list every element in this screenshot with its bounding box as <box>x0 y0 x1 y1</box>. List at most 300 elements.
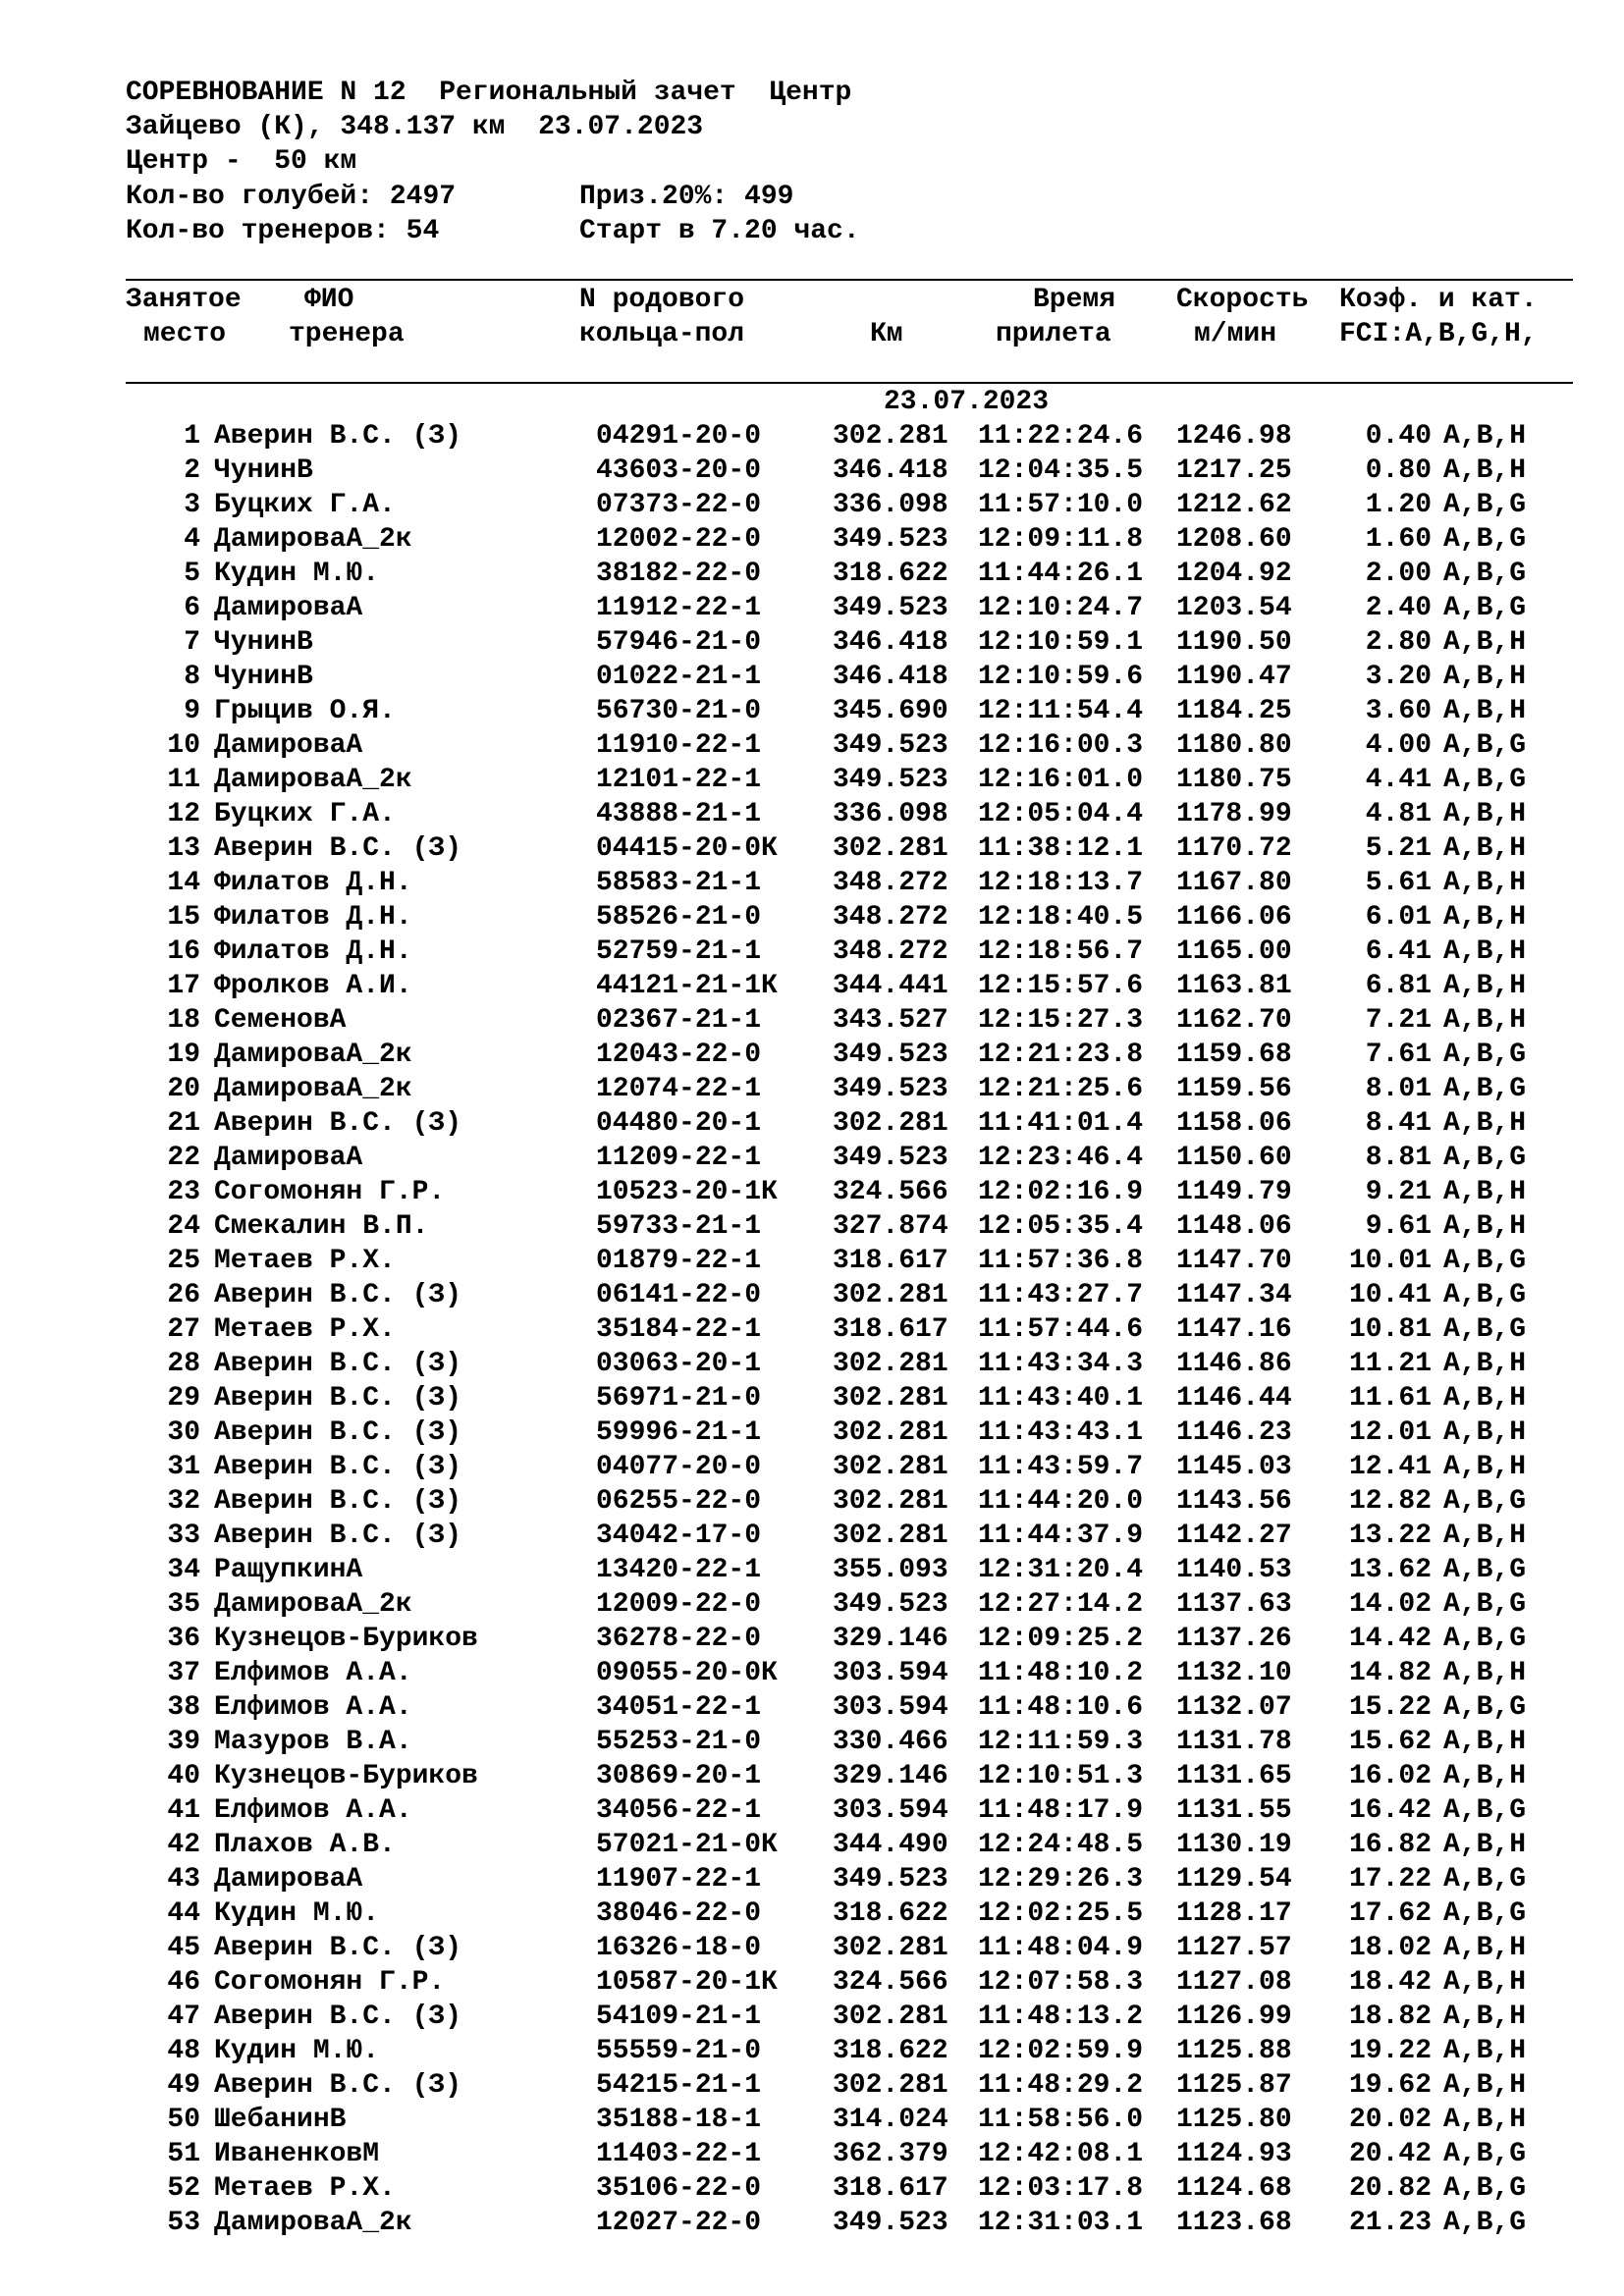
row-speed: 1127.08 <box>1176 1967 1292 1998</box>
row-category: A,B,H <box>1443 936 1527 967</box>
row-trainer-name: ДамироваА <box>214 730 363 761</box>
row-category: A,B,G <box>1443 1864 1527 1895</box>
row-ring-number: 35184-22-1 <box>596 1314 762 1345</box>
trainer-count: Кол-во тренеров: 54 <box>126 216 440 246</box>
table-row <box>0 591 1624 625</box>
row-distance: 318.617 <box>833 1246 948 1276</box>
table-row <box>0 1793 1624 1828</box>
row-distance: 336.098 <box>833 799 948 829</box>
row-arrival-time: 12:16:01.0 <box>978 765 1144 795</box>
row-arrival-time: 12:15:57.6 <box>978 971 1144 1001</box>
col-coef-header: Коэф. и кат. <box>1339 285 1538 315</box>
row-coefficient: 8.41 <box>1365 1108 1432 1139</box>
row-trainer-name: Аверин В.С. (З) <box>214 1933 462 1963</box>
row-coefficient: 3.60 <box>1365 696 1432 726</box>
row-distance: 349.523 <box>833 524 948 555</box>
row-trainer-name: Аверин В.С. (З) <box>214 833 462 864</box>
row-arrival-time: 11:43:27.7 <box>978 1280 1144 1310</box>
row-coefficient: 20.42 <box>1348 2139 1432 2169</box>
row-category: A,B,G <box>1443 1624 1527 1654</box>
row-coefficient: 1.20 <box>1365 490 1432 520</box>
row-distance: 303.594 <box>833 1658 948 1688</box>
row-ring-number: 11403-22-1 <box>596 2139 762 2169</box>
row-trainer-name: ИваненковМ <box>214 2139 380 2169</box>
row-distance: 349.523 <box>833 1040 948 1070</box>
row-ring-number: 11910-22-1 <box>596 730 762 761</box>
row-ring-number: 36278-22-0 <box>596 1624 762 1654</box>
row-distance: 346.418 <box>833 662 948 692</box>
row-place: 47 <box>167 2002 200 2032</box>
row-category: A,B,G <box>1443 1589 1527 1620</box>
row-arrival-time: 12:07:58.3 <box>978 1967 1144 1998</box>
row-arrival-time: 11:48:10.6 <box>978 1692 1144 1723</box>
row-coefficient: 18.42 <box>1348 1967 1432 1998</box>
row-distance: 302.281 <box>833 1452 948 1482</box>
row-trainer-name: СеменовА <box>214 1005 347 1036</box>
row-place: 44 <box>167 1898 200 1929</box>
row-distance: 302.281 <box>833 1349 948 1379</box>
row-coefficient: 10.81 <box>1348 1314 1432 1345</box>
row-category: A,B,G <box>1443 765 1527 795</box>
row-speed: 1204.92 <box>1176 559 1292 589</box>
row-distance: 303.594 <box>833 1692 948 1723</box>
col-speed-header: Скорость <box>1176 285 1309 315</box>
row-category: A,B,G <box>1443 1898 1527 1929</box>
row-place: 12 <box>167 799 200 829</box>
row-distance: 348.272 <box>833 868 948 898</box>
row-distance: 302.281 <box>833 833 948 864</box>
row-speed: 1246.98 <box>1176 421 1292 452</box>
row-trainer-name: ДамироваА_2к <box>214 1589 412 1620</box>
row-category: A,B,G <box>1443 1246 1527 1276</box>
row-trainer-name: Согомонян Г.Р. <box>214 1967 446 1998</box>
row-ring-number: 34051-22-1 <box>596 1692 762 1723</box>
table-row <box>0 557 1624 591</box>
row-distance: 324.566 <box>833 1177 948 1207</box>
row-coefficient: 21.23 <box>1348 2208 1432 2238</box>
zone-line: Центр - 50 км <box>126 146 357 177</box>
table-row <box>0 1656 1624 1690</box>
table-row <box>0 831 1624 866</box>
row-speed: 1131.65 <box>1176 1761 1292 1791</box>
row-coefficient: 9.21 <box>1365 1177 1432 1207</box>
row-category: A,B,G <box>1443 1314 1527 1345</box>
row-speed: 1130.19 <box>1176 1830 1292 1860</box>
row-trainer-name: ДамироваА_2к <box>214 1074 412 1104</box>
row-speed: 1146.44 <box>1176 1383 1292 1414</box>
table-row <box>0 1759 1624 1793</box>
row-distance: 355.093 <box>833 1555 948 1585</box>
row-arrival-time: 12:31:20.4 <box>978 1555 1144 1585</box>
table-row <box>0 934 1624 969</box>
row-category: A,B,H <box>1443 868 1527 898</box>
row-trainer-name: ЧунинВ <box>214 627 313 658</box>
row-distance: 318.622 <box>833 2036 948 2066</box>
row-arrival-time: 11:44:37.9 <box>978 1521 1144 1551</box>
row-distance: 345.690 <box>833 696 948 726</box>
row-coefficient: 17.22 <box>1348 1864 1432 1895</box>
row-arrival-time: 11:44:26.1 <box>978 559 1144 589</box>
row-trainer-name: Аверин В.С. (З) <box>214 1383 462 1414</box>
row-trainer-name: Филатов Д.Н. <box>214 936 412 967</box>
row-speed: 1132.10 <box>1176 1658 1292 1688</box>
col-fio-header-2: тренера <box>289 319 405 349</box>
row-category: A,B,H <box>1443 1177 1527 1207</box>
row-ring-number: 04077-20-0 <box>596 1452 762 1482</box>
row-speed: 1126.99 <box>1176 2002 1292 2032</box>
row-coefficient: 19.62 <box>1348 2070 1432 2101</box>
row-category: A,B,G <box>1443 1143 1527 1173</box>
row-trainer-name: Метаев Р.Х. <box>214 1246 396 1276</box>
row-distance: 349.523 <box>833 1074 948 1104</box>
row-arrival-time: 12:09:25.2 <box>978 1624 1144 1654</box>
row-category: A,B,G <box>1443 730 1527 761</box>
row-ring-number: 10587-20-1К <box>596 1967 778 1998</box>
row-coefficient: 18.02 <box>1348 1933 1432 1963</box>
row-place: 2 <box>184 455 200 486</box>
row-distance: 343.527 <box>833 1005 948 1036</box>
table-row <box>0 1038 1624 1072</box>
row-ring-number: 01879-22-1 <box>596 1246 762 1276</box>
row-place: 29 <box>167 1383 200 1414</box>
table-row <box>0 1931 1624 1965</box>
row-place: 10 <box>167 730 200 761</box>
row-arrival-time: 12:23:46.4 <box>978 1143 1144 1173</box>
row-category: A,B,H <box>1443 1933 1527 1963</box>
row-distance: 302.281 <box>833 1521 948 1551</box>
table-row <box>0 1519 1624 1553</box>
row-place: 28 <box>167 1349 200 1379</box>
row-speed: 1148.06 <box>1176 1211 1292 1242</box>
table-row <box>0 1003 1624 1038</box>
row-coefficient: 13.62 <box>1348 1555 1432 1585</box>
row-arrival-time: 11:57:10.0 <box>978 490 1144 520</box>
row-ring-number: 03063-20-1 <box>596 1349 762 1379</box>
row-coefficient: 14.42 <box>1348 1624 1432 1654</box>
row-place: 31 <box>167 1452 200 1482</box>
row-ring-number: 58583-21-1 <box>596 868 762 898</box>
row-ring-number: 34056-22-1 <box>596 1795 762 1826</box>
table-row <box>0 2000 1624 2034</box>
row-place: 39 <box>167 1727 200 1757</box>
row-coefficient: 15.62 <box>1348 1727 1432 1757</box>
row-coefficient: 16.02 <box>1348 1761 1432 1791</box>
row-category: A,B,H <box>1443 1383 1527 1414</box>
row-arrival-time: 12:04:35.5 <box>978 455 1144 486</box>
row-ring-number: 57021-21-0К <box>596 1830 778 1860</box>
row-arrival-time: 11:58:56.0 <box>978 2105 1144 2135</box>
table-row <box>0 866 1624 900</box>
row-arrival-time: 12:10:24.7 <box>978 593 1144 623</box>
table-row <box>0 900 1624 934</box>
table-row <box>0 1347 1624 1381</box>
row-coefficient: 20.02 <box>1348 2105 1432 2135</box>
row-speed: 1162.70 <box>1176 1005 1292 1036</box>
row-arrival-time: 11:48:04.9 <box>978 1933 1144 1963</box>
row-ring-number: 56730-21-0 <box>596 696 762 726</box>
row-trainer-name: ДамироваА_2к <box>214 524 412 555</box>
row-speed: 1127.57 <box>1176 1933 1292 1963</box>
row-arrival-time: 12:24:48.5 <box>978 1830 1144 1860</box>
row-speed: 1158.06 <box>1176 1108 1292 1139</box>
row-speed: 1180.80 <box>1176 730 1292 761</box>
row-distance: 349.523 <box>833 730 948 761</box>
row-ring-number: 04480-20-1 <box>596 1108 762 1139</box>
row-coefficient: 10.01 <box>1348 1246 1432 1276</box>
row-arrival-time: 12:21:23.8 <box>978 1040 1144 1070</box>
row-category: A,B,H <box>1443 2105 1527 2135</box>
table-row <box>0 1553 1624 1587</box>
row-ring-number: 30869-20-1 <box>596 1761 762 1791</box>
table-row <box>0 1690 1624 1725</box>
row-ring-number: 54215-21-1 <box>596 2070 762 2101</box>
row-coefficient: 5.21 <box>1365 833 1432 864</box>
row-arrival-time: 11:48:17.9 <box>978 1795 1144 1826</box>
row-speed: 1124.68 <box>1176 2173 1292 2204</box>
row-place: 45 <box>167 1933 200 1963</box>
row-place: 34 <box>167 1555 200 1585</box>
table-row <box>0 1828 1624 1862</box>
row-trainer-name: Елфимов А.А. <box>214 1795 412 1826</box>
row-distance: 302.281 <box>833 421 948 452</box>
row-category: A,B,H <box>1443 662 1527 692</box>
row-speed: 1137.26 <box>1176 1624 1292 1654</box>
row-coefficient: 2.80 <box>1365 627 1432 658</box>
row-place: 3 <box>184 490 200 520</box>
table-row <box>0 1106 1624 1141</box>
row-coefficient: 7.21 <box>1365 1005 1432 1036</box>
row-category: A,B,G <box>1443 559 1527 589</box>
row-ring-number: 04291-20-0 <box>596 421 762 452</box>
row-arrival-time: 12:05:35.4 <box>978 1211 1144 1242</box>
row-coefficient: 12.01 <box>1348 1417 1432 1448</box>
row-category: A,B,G <box>1443 1555 1527 1585</box>
row-category: A,B,H <box>1443 455 1527 486</box>
row-distance: 314.024 <box>833 2105 948 2135</box>
row-coefficient: 16.82 <box>1348 1830 1432 1860</box>
row-trainer-name: Согомонян Г.Р. <box>214 1177 446 1207</box>
row-trainer-name: Кузнецов-Буриков <box>214 1624 478 1654</box>
row-arrival-time: 11:43:34.3 <box>978 1349 1144 1379</box>
row-coefficient: 14.02 <box>1348 1589 1432 1620</box>
row-ring-number: 10523-20-1К <box>596 1177 778 1207</box>
row-category: A,B,H <box>1443 1211 1527 1242</box>
row-place: 18 <box>167 1005 200 1036</box>
row-coefficient: 8.01 <box>1365 1074 1432 1104</box>
row-place: 14 <box>167 868 200 898</box>
row-arrival-time: 11:57:36.8 <box>978 1246 1144 1276</box>
row-place: 53 <box>167 2208 200 2238</box>
row-coefficient: 9.61 <box>1365 1211 1432 1242</box>
row-trainer-name: Филатов Д.Н. <box>214 902 412 933</box>
release-point: Зайцево (К), 348.137 км 23.07.2023 <box>126 112 704 142</box>
row-trainer-name: Грыцив О.Я. <box>214 696 396 726</box>
row-ring-number: 07373-22-0 <box>596 490 762 520</box>
row-distance: 349.523 <box>833 1589 948 1620</box>
table-row <box>0 1312 1624 1347</box>
row-category: A,B,H <box>1443 421 1527 452</box>
row-speed: 1145.03 <box>1176 1452 1292 1482</box>
row-trainer-name: ЧунинВ <box>214 662 313 692</box>
row-distance: 348.272 <box>833 902 948 933</box>
table-row <box>0 1209 1624 1244</box>
row-category: A,B,G <box>1443 524 1527 555</box>
row-category: A,B,H <box>1443 1830 1527 1860</box>
row-distance: 329.146 <box>833 1761 948 1791</box>
row-category: A,B,H <box>1443 1349 1527 1379</box>
row-trainer-name: ДамироваА <box>214 1143 363 1173</box>
table-row <box>0 728 1624 763</box>
table-row <box>0 2171 1624 2206</box>
row-place: 19 <box>167 1040 200 1070</box>
table-row <box>0 1072 1624 1106</box>
start-time: Старт в 7.20 час. <box>579 216 860 246</box>
table-row <box>0 763 1624 797</box>
row-category: A,B,G <box>1443 1486 1527 1517</box>
row-trainer-name: Аверин В.С. (З) <box>214 2070 462 2101</box>
row-ring-number: 12101-22-1 <box>596 765 762 795</box>
row-distance: 302.281 <box>833 2002 948 2032</box>
row-ring-number: 35188-18-1 <box>596 2105 762 2135</box>
row-distance: 349.523 <box>833 2208 948 2238</box>
row-coefficient: 6.41 <box>1365 936 1432 967</box>
row-ring-number: 02367-21-1 <box>596 1005 762 1036</box>
row-distance: 346.418 <box>833 455 948 486</box>
row-speed: 1143.56 <box>1176 1486 1292 1517</box>
row-trainer-name: Метаев Р.Х. <box>214 1314 396 1345</box>
row-ring-number: 55559-21-0 <box>596 2036 762 2066</box>
col-ring-header-2: кольца-пол <box>579 319 745 349</box>
row-trainer-name: Аверин В.С. (З) <box>214 1108 462 1139</box>
row-coefficient: 6.01 <box>1365 902 1432 933</box>
row-coefficient: 7.61 <box>1365 1040 1432 1070</box>
row-arrival-time: 12:31:03.1 <box>978 2208 1144 2238</box>
row-distance: 302.281 <box>833 1383 948 1414</box>
row-category: A,B,G <box>1443 2208 1527 2238</box>
row-speed: 1159.56 <box>1176 1074 1292 1104</box>
row-coefficient: 3.20 <box>1365 662 1432 692</box>
row-category: A,B,G <box>1443 1280 1527 1310</box>
table-row <box>0 1175 1624 1209</box>
table-row <box>0 797 1624 831</box>
row-coefficient: 19.22 <box>1348 2036 1432 2066</box>
row-trainer-name: ДамироваА_2к <box>214 765 412 795</box>
row-speed: 1146.23 <box>1176 1417 1292 1448</box>
row-distance: 349.523 <box>833 1864 948 1895</box>
row-place: 40 <box>167 1761 200 1791</box>
row-ring-number: 16326-18-0 <box>596 1933 762 1963</box>
row-coefficient: 14.82 <box>1348 1658 1432 1688</box>
row-speed: 1178.99 <box>1176 799 1292 829</box>
row-ring-number: 13420-22-1 <box>596 1555 762 1585</box>
row-speed: 1180.75 <box>1176 765 1292 795</box>
table-row <box>0 1450 1624 1484</box>
row-ring-number: 06141-22-0 <box>596 1280 762 1310</box>
row-arrival-time: 11:48:10.2 <box>978 1658 1144 1688</box>
row-arrival-time: 11:48:29.2 <box>978 2070 1144 2101</box>
row-speed: 1125.88 <box>1176 2036 1292 2066</box>
row-place: 46 <box>167 1967 200 1998</box>
table-row <box>0 1725 1624 1759</box>
row-trainer-name: Елфимов А.А. <box>214 1692 412 1723</box>
row-place: 13 <box>167 833 200 864</box>
row-speed: 1166.06 <box>1176 902 1292 933</box>
col-speed-header-2: м/мин <box>1194 319 1277 349</box>
table-row <box>0 2206 1624 2240</box>
row-place: 32 <box>167 1486 200 1517</box>
row-trainer-name: Метаев Р.Х. <box>214 2173 396 2204</box>
row-distance: 349.523 <box>833 765 948 795</box>
row-arrival-time: 11:22:24.6 <box>978 421 1144 452</box>
row-place: 48 <box>167 2036 200 2066</box>
row-speed: 1132.07 <box>1176 1692 1292 1723</box>
col-time-header: Время <box>1033 285 1116 315</box>
row-distance: 324.566 <box>833 1967 948 1998</box>
row-speed: 1217.25 <box>1176 455 1292 486</box>
row-place: 43 <box>167 1864 200 1895</box>
row-distance: 349.523 <box>833 593 948 623</box>
row-coefficient: 15.22 <box>1348 1692 1432 1723</box>
row-coefficient: 4.81 <box>1365 799 1432 829</box>
row-trainer-name: Фролков А.И. <box>214 971 412 1001</box>
row-trainer-name: ДамироваА <box>214 593 363 623</box>
row-speed: 1129.54 <box>1176 1864 1292 1895</box>
row-ring-number: 59996-21-1 <box>596 1417 762 1448</box>
row-category: A,B,H <box>1443 1521 1527 1551</box>
row-arrival-time: 12:18:13.7 <box>978 868 1144 898</box>
row-place: 11 <box>167 765 200 795</box>
row-trainer-name: ДамироваА_2к <box>214 2208 412 2238</box>
row-ring-number: 06255-22-0 <box>596 1486 762 1517</box>
race-date-row: 23.07.2023 <box>884 387 1050 417</box>
row-distance: 329.146 <box>833 1624 948 1654</box>
row-place: 30 <box>167 1417 200 1448</box>
table-row <box>0 1622 1624 1656</box>
row-place: 42 <box>167 1830 200 1860</box>
row-trainer-name: Плахов А.В. <box>214 1830 396 1860</box>
row-category: A,B,H <box>1443 1761 1527 1791</box>
row-ring-number: 44121-21-1К <box>596 971 778 1001</box>
row-category: A,B,H <box>1443 1005 1527 1036</box>
row-arrival-time: 12:18:40.5 <box>978 902 1144 933</box>
row-coefficient: 0.40 <box>1365 421 1432 452</box>
row-ring-number: 12002-22-0 <box>596 524 762 555</box>
pigeon-count: Кол-во голубей: 2497 <box>126 182 457 212</box>
row-arrival-time: 12:03:17.8 <box>978 2173 1144 2204</box>
row-speed: 1140.53 <box>1176 1555 1292 1585</box>
row-ring-number: 11209-22-1 <box>596 1143 762 1173</box>
row-arrival-time: 12:10:51.3 <box>978 1761 1144 1791</box>
table-row <box>0 1415 1624 1450</box>
row-trainer-name: Аверин В.С. (З) <box>214 1280 462 1310</box>
row-trainer-name: ДамироваА_2к <box>214 1040 412 1070</box>
table-row <box>0 2034 1624 2068</box>
row-arrival-time: 11:57:44.6 <box>978 1314 1144 1345</box>
row-ring-number: 57946-21-0 <box>596 627 762 658</box>
row-trainer-name: ШебанинВ <box>214 2105 347 2135</box>
row-distance: 302.281 <box>833 2070 948 2101</box>
row-place: 7 <box>184 627 200 658</box>
row-category: A,B,H <box>1443 971 1527 1001</box>
table-row <box>0 1278 1624 1312</box>
row-coefficient: 16.42 <box>1348 1795 1432 1826</box>
row-speed: 1147.16 <box>1176 1314 1292 1345</box>
row-speed: 1124.93 <box>1176 2139 1292 2169</box>
row-distance: 348.272 <box>833 936 948 967</box>
table-row <box>0 1244 1624 1278</box>
row-ring-number: 12074-22-1 <box>596 1074 762 1104</box>
row-category: A,B,G <box>1443 2173 1527 2204</box>
